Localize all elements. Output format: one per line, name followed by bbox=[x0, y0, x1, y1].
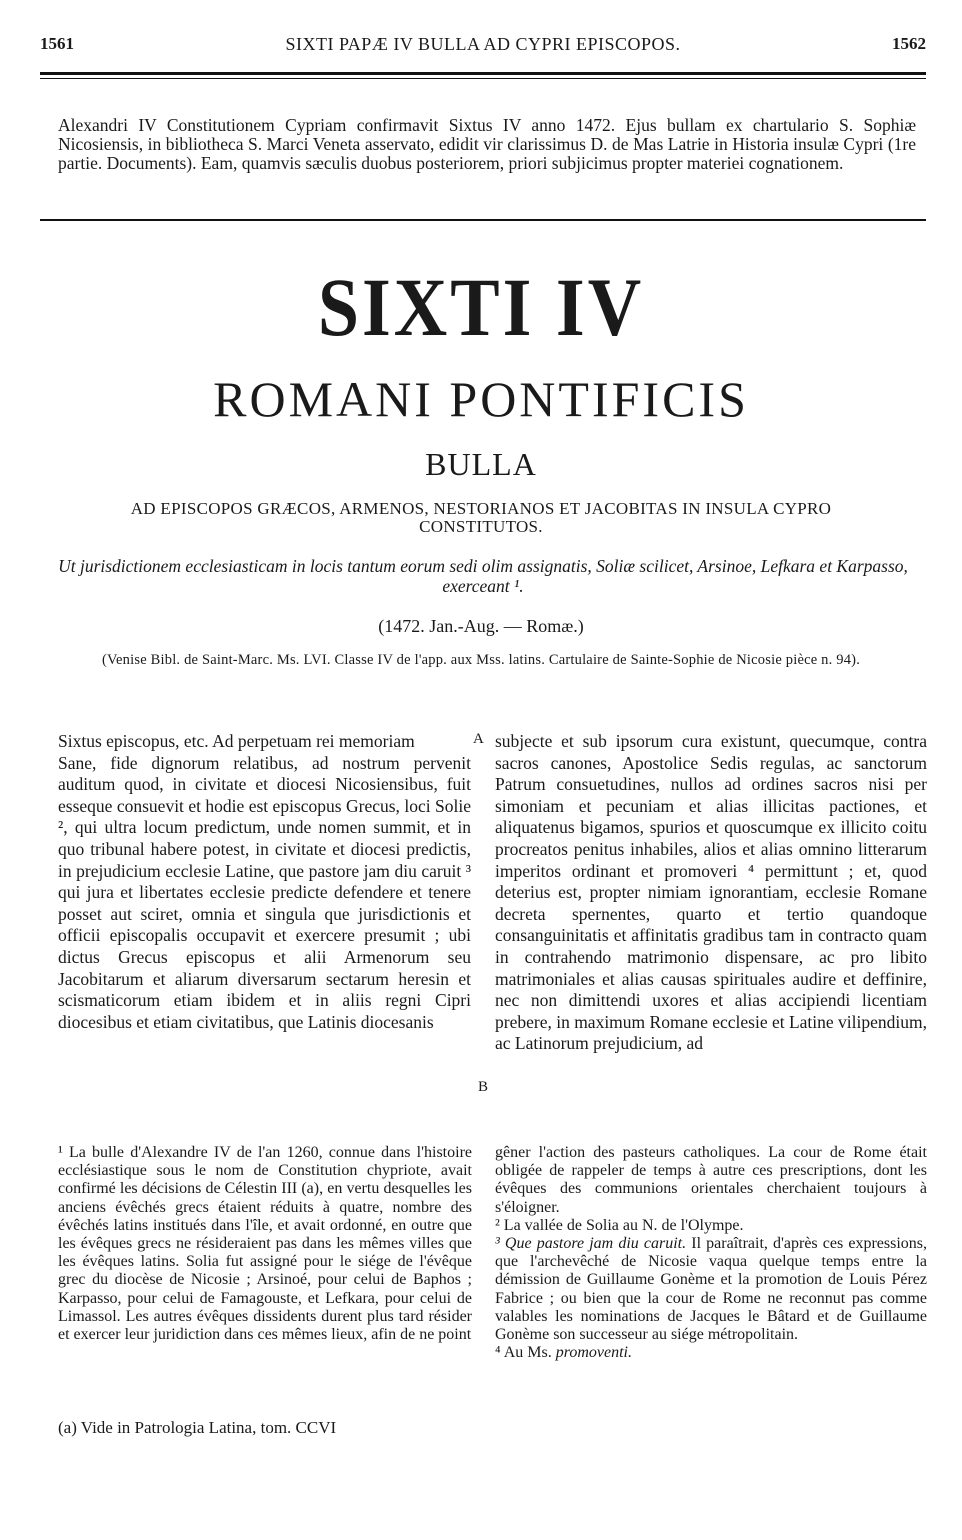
document-date: (1472. Jan.-Aug. — Romæ.) bbox=[378, 616, 584, 636]
page-number-right: 1562 bbox=[892, 34, 926, 53]
footnote-4 bbox=[495, 1344, 927, 1362]
document-summary: Ut jurisdictionem ecclesiasticam in locis tantum eorum sedi olim assignatis, Soliæ scilicet, Arsinoe, Lefkara et Karpasso, exerceant ¹. bbox=[58, 556, 908, 596]
header-rule-thick bbox=[40, 72, 926, 75]
footnotes-right bbox=[495, 1144, 927, 1362]
document-addressees: AD EPISCOPOS GRÆCOS, ARMENOS, NESTORIANOS ET JACOBITAS IN INSULA CYPRO CONSTITUTOS. bbox=[130, 499, 832, 536]
footnote-3 bbox=[495, 1235, 927, 1344]
body-paragraph: Sixtus episcopus, etc. Ad perpetuam rei memoriam bbox=[58, 731, 415, 751]
running-header bbox=[40, 34, 926, 58]
patrologia-reference: (a) Vide in Patrologia Latina, tom. CCVI bbox=[58, 1418, 337, 1437]
document-subtitle: ROMANI PONTIFICIS bbox=[213, 371, 749, 427]
footnote-1-continued: gêner l'action des pasteurs catholiques. La cour de Rome était obligée de rappeler de temps à autre ces prescriptions, dont les évêques des communions orientales cherchaient toujours à s'éloigner. bbox=[495, 1144, 927, 1216]
document-type: BULLA bbox=[425, 446, 537, 482]
footnote-2: ² La vallée de Solia au N. de l'Olympe. bbox=[495, 1216, 744, 1234]
document-source: (Venise Bibl. de Saint-Marc. Ms. LVI. Classe IV de l'app. aux Mss. latins. Cartulaire de Sainte-Sophie de Nicosie pièce n. 94). bbox=[101, 652, 861, 668]
footnote-3-lemma: ³ Que pastore jam diu caruit. bbox=[495, 1235, 687, 1253]
editorial-intro: Alexandri IV Constitutionem Cypriam confirmavit Sixtus IV anno 1472. Ejus bullam ex chartulario S. Sophiæ Nicosiensis, in bibliotheca S. Marci Veneta asservato, edidit vir clarissimus D. de Mas Latrie in Historia insulæ Cypri (1re partie. Documents). Eam, quamvis sæculis duobus posteriorem, priori subjicimus propter materiei cognationem. bbox=[58, 115, 916, 173]
margin-letter-a: A bbox=[473, 731, 484, 747]
header-rule-thin bbox=[40, 78, 926, 79]
page-number-left: 1561 bbox=[40, 34, 74, 53]
body-paragraph: Sane, fide dignorum relatibus, ad nostrum pervenit auditum quod, in civitate et diocesi Nicosiensibus, fuit esseque consuevit et hodie est episcopus Grecus, loci Solie ², qui ultra locum predictum, unde nomen summit, et in quo tribunal habere potest, in civitate et diocesi predictis, in prejudicium ecclesie Latine, que pastore jam diu caruit ³ qui jura et libertates ecclesie predicte defendere et tenere posset aut sciret, omnia et singula que jurisdictionis et officii episcopalis occupavit et exercere presumit ; ubi dictus Grecus episcopus et alii Armenorum seu Jacobitarum et aliarum diversarum sectarum heresin et scismaticorum etiam ibidem et in aliis regni Cipri diocesibus et etiam civitatibus, que Latinis diocesanis bbox=[58, 752, 471, 1032]
body-paragraph: subjecte et sub ipsorum cura existunt, quecumque, contra sacros canones, Apostolice Sedis regulas, ac sanctorum Patrum consuetudines, nullos ad ordines sacros nisi per simoniam et pecuniam et alias illicitas pactiones, et aliquatenus bigamos, spurios et quoscumque ex illicito coitu procreatos penitus inhabiles, alios et alias omnino litterarum imperitos ordinant et promoveri ⁴ permittunt ; et, quod deterius est, propter nimiam ignorantiam, ecclesie Romane decreta spernentes, quarto et tertio quandoque consanguinitatis et affinitatis gradibus tam in contracto quam in contrahendo matrimonio dispensare, ac pro libito matrimoniales et alias causas spirituales audire et deffinire, nec non dimittendi uxores et alias accipiendi licentiam prebere, in maximum Romane ecclesie et Latine vilipendium, ac Latinorum prejudicium, ad bbox=[495, 731, 928, 1054]
footnote-4-word: promoventi. bbox=[555, 1344, 632, 1362]
footnotes-left bbox=[58, 1144, 472, 1344]
footnote-3-text: Il paraîtrait, d'après ces expressions, que l'archevêché de Nicosie vaqua quelque temps entre la démission de Guillaume Gonème et la promotion de Louis Pérez Fabrice ; ou bien que la cour de Rome ne reconnut pas comme valables les nominations de Jacques le Bâtard et de Guillaume Gonème son successeur au siége métropolitain. bbox=[495, 1235, 927, 1344]
body-left-column bbox=[58, 731, 471, 1033]
document-title: SIXTI IV bbox=[317, 262, 645, 354]
footnote-1: ¹ La bulle d'Alexandre IV de l'an 1260, connue dans l'histoire ecclésiastique sous le nom de Constitution chypriote, avait confirmé les décisions de Célestin III (a), en vertu desquelles les anciens évêchés grecs étaient réduits à quatre, nombre des évêchés latins institués dans l'île, et avait ordonné, en outre que les évêques grecs ne résideraient pas dans les mêmes villes que les évêques latins. Solia fut assigné pour le siége de l'évêque grec du diocèse de Nicosie ; Arsinoé, pour celui de Baphos ; Karpasso, pour celui de Famagouste, et Lefkara, pour celui de Limassol. Les autres évêques dissidents durent plus tard résider et exercer leur juridiction dans ces mêmes lieux, afin de ne point bbox=[58, 1144, 472, 1344]
body-right-column bbox=[495, 731, 927, 1055]
intro-rule bbox=[40, 219, 926, 221]
running-title: SIXTI PAPÆ IV BULLA AD CYPRI EPISCOPOS. bbox=[285, 34, 681, 54]
margin-letter-b: B bbox=[478, 1079, 489, 1095]
footnote-4-label: ⁴ Au Ms. bbox=[495, 1344, 552, 1362]
